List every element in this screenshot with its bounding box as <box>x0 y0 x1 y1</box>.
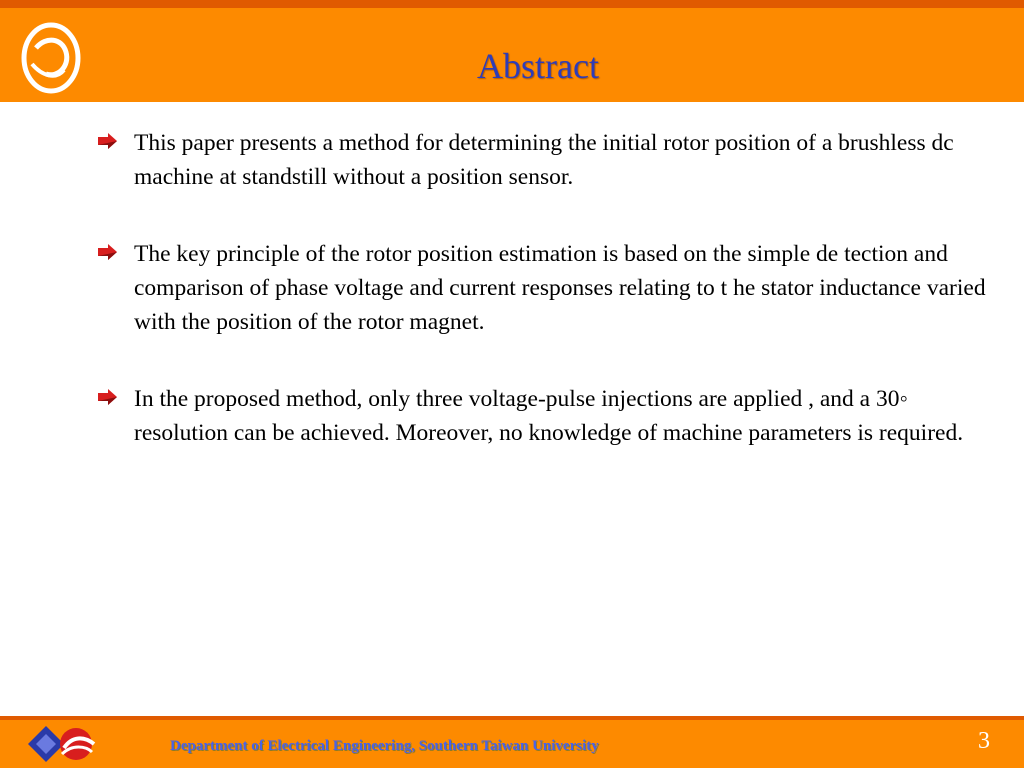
top-accent-strip <box>0 0 1024 8</box>
arrow-bullet-icon <box>96 243 118 261</box>
slide-body <box>96 126 1001 493</box>
arrow-bullet-icon <box>96 132 118 150</box>
arrow-bullet-icon <box>96 388 118 406</box>
bullet-item <box>96 237 1001 339</box>
university-emblem-icon <box>24 722 100 766</box>
slide-header <box>0 8 1024 102</box>
bullet-item <box>96 382 1001 450</box>
bullet-text: This paper presents a method for determining the initial rotor position of a brushless dc machine at standstill without a position sensor. <box>134 130 954 190</box>
slide-title: Abstract <box>477 46 599 86</box>
bullet-item <box>96 126 1001 194</box>
bullet-text: The key principle of the rotor position estimation is based on the simple de tection and comparison of phase voltage and current responses relating to t he stator inductance varied with the position of the rotor magnet. <box>134 241 986 335</box>
footer-accent-strip <box>0 716 1024 720</box>
footer-department: Department of Electrical Engineering, Southern Taiwan University <box>170 738 599 754</box>
bullet-text: In the proposed method, only three voltage-pulse injections are applied , and a 30◦ resolution can be achieved. Moreover, no knowledge of machine parameters is required. <box>134 386 964 446</box>
page-number: 3 <box>978 728 990 754</box>
